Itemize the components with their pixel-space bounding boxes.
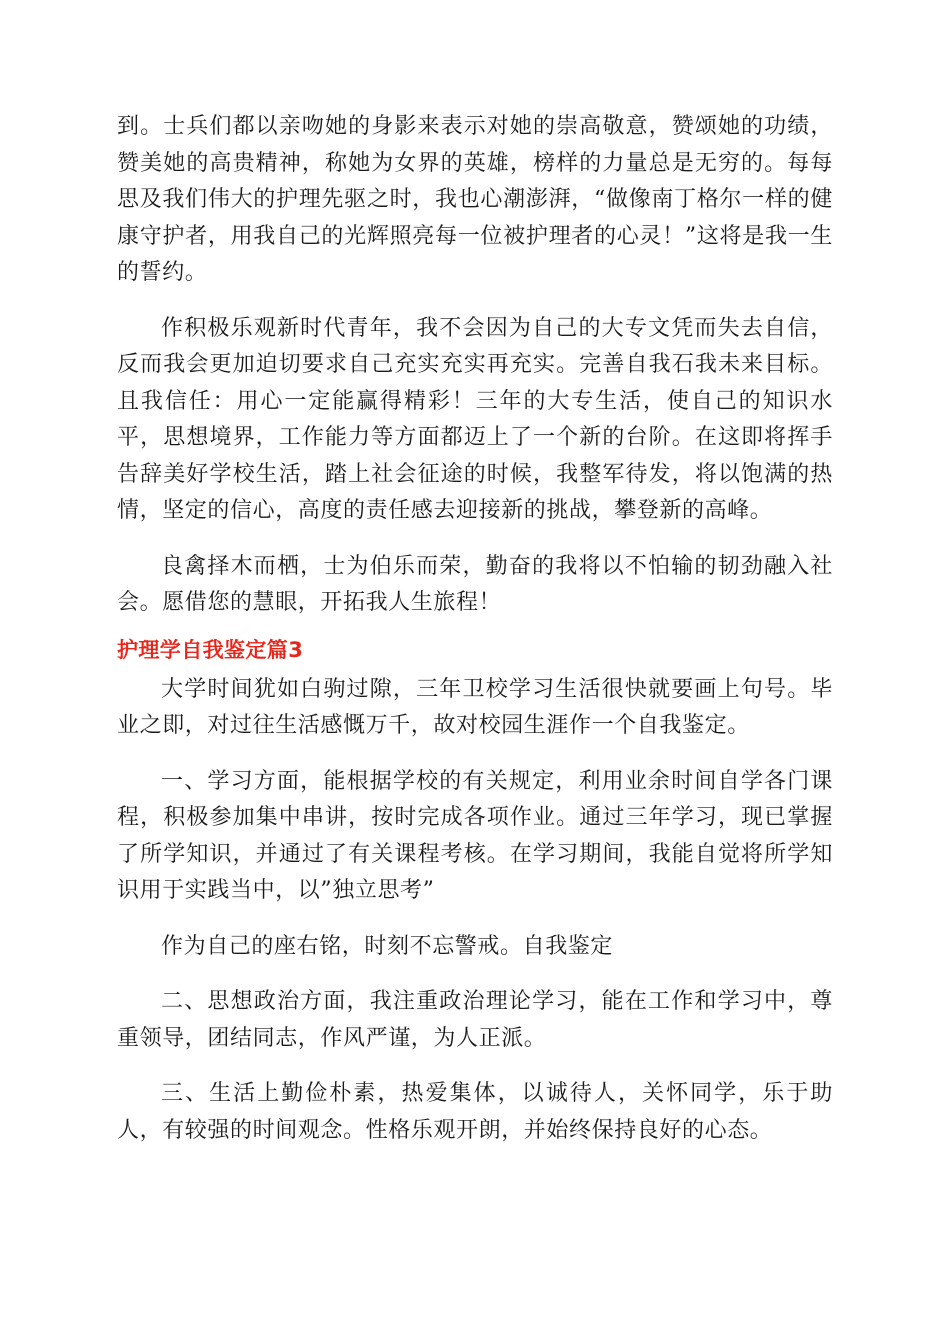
paragraph-continuation: 到。士兵们都以亲吻她的身影来表示对她的崇高敬意，赞颂她的功绩，赞美她的高贵精神，称她为女界的英雄，榜样的力量总是无穷的。每每思及我们伟大的护理先驱之时，我也心潮澎湃，“做像南丁格尔一样的健康守护者，用我自己的光辉照亮每一位被护理者的心灵！”这将是我一生的誓约。: [117, 114, 833, 285]
paragraph-life: 三、生活上勤俭朴素，热爱集体，以诚待人，关怀同学，乐于助人，有较强的时间观念。性格乐观开朗，并始终保持良好的心态。: [117, 1081, 833, 1143]
paragraph-study: 一、学习方面，能根据学校的有关规定，利用业余时间自学各门课程，积极参加集中串讲，按时完成各项作业。通过三年学习，现已掌握了所学知识，并通过了有关课程考核。在学习期间，我能自觉将所学知识用于实践当中，以”独立思考”: [117, 768, 833, 903]
paragraph-optimistic-youth: 作积极乐观新时代青年，我不会因为自己的大专文凭而失去自信，反而我会更加迫切要求自己充实充实再充实。完善自我石我未来目标。且我信任：用心一定能赢得精彩！三年的大专生活，使自己的知识水平，思想境界，工作能力等方面都迈上了一个新的台阶。在这即将挥手告辞美好学校生活，踏上社会征途的时候，我整军待发，将以饱满的热情，坚定的信心，高度的责任感去迎接新的挑战，攀登新的高峰。: [117, 315, 833, 523]
paragraph-politics: 二、思想政治方面，我注重政治理论学习，能在工作和学习中，尊重领导，团结同志，作风严谨，为人正派。: [117, 989, 833, 1051]
paragraph-intro: 大学时间犹如白驹过隙，三年卫校学习生活很快就要画上句号。毕业之即，对过往生活感慨万千，故对校园生涯作一个自我鉴定。: [117, 676, 833, 738]
section-heading: 护理学自我鉴定篇3: [117, 637, 304, 662]
document-body: [117, 109, 833, 1168]
paragraph-closing: 良禽择木而栖，士为伯乐而荣，勤奋的我将以不怕输的韧劲融入社会。愿借您的慧眼，开拓我人生旅程！: [117, 553, 833, 615]
paragraph-motto: 作为自己的座右铭，时刻不忘警戒。自我鉴定: [161, 933, 614, 959]
